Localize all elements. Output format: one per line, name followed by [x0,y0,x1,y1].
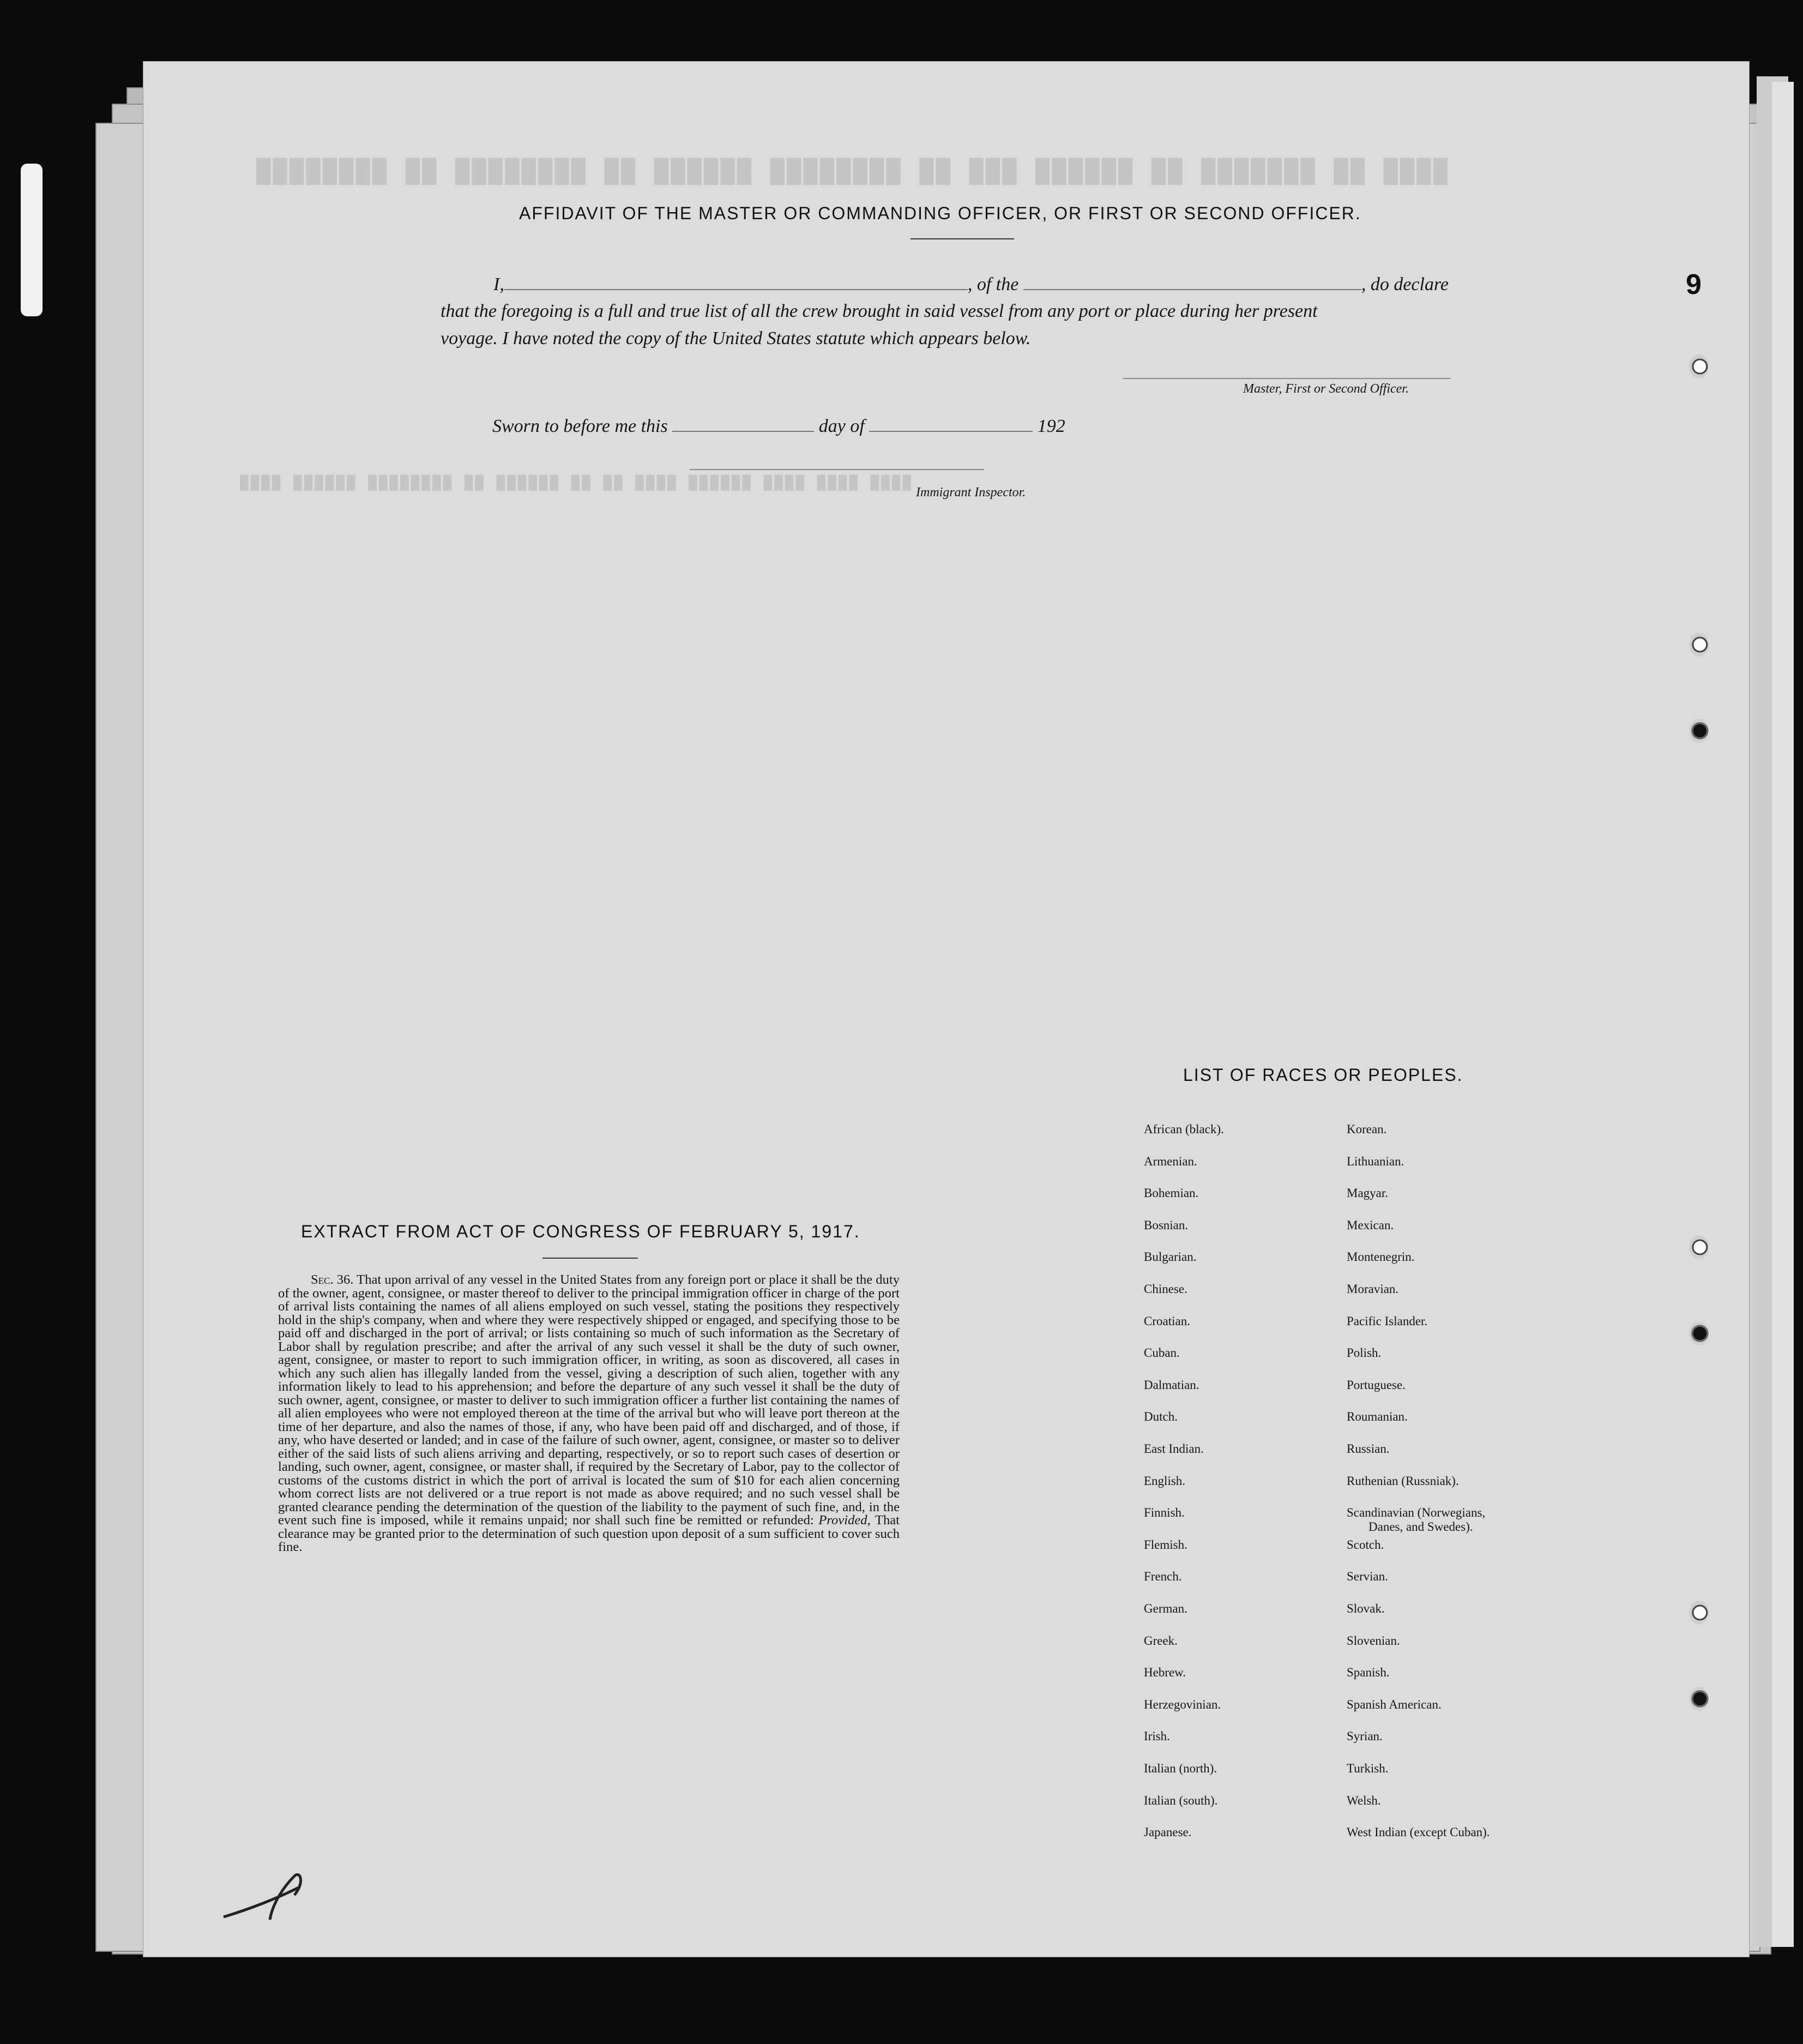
right-race-item: Slovak. [1347,1602,1385,1615]
left-race-item: Hebrew. [1144,1666,1186,1680]
month-blank[interactable] [869,416,1033,432]
punch-hole [1689,1321,1709,1345]
affidavit-i-label: I, [493,274,504,294]
left-race-item: Flemish. [1144,1537,1187,1552]
left-race-item: Bosnian. [1144,1218,1189,1232]
right-race-item: Polish. [1347,1346,1382,1360]
races-title: LIST OF RACES OR PEOPLES. [1183,1065,1463,1085]
master-signature-line[interactable] [1123,378,1450,379]
sworn-line [492,416,1065,437]
right-race-item: Spanish American. [1347,1697,1442,1711]
extract-title: EXTRACT FROM ACT OF CONGRESS OF FEBRUARY 5, 1917. [301,1222,860,1241]
page-number: 9 [1686,269,1702,300]
provided-label: Provided, [818,1513,871,1528]
year-label: 192 [1037,416,1065,436]
of-the-label: , of the [967,274,1019,294]
left-race-item: German. [1144,1602,1187,1615]
punch-hole [1689,1687,1709,1711]
left-race-item: Chinese. [1144,1282,1187,1296]
punch-hole [1689,719,1709,743]
left-race-item: East Indian. [1144,1442,1204,1456]
bleed-through-text: ████████ ██ ████████ ██ ██████ ████████ ██ ███ ██████ ██ ███████ ██ ████ [256,158,1450,185]
right-race-item: Portuguese. [1347,1378,1406,1392]
act-body: That upon arrival of any vessel in the United States from any foreign port or place it shall be the duty of the owner, agent, consignee, or master thereof to deliver to the principal immigration officer in charge of the port of arrival lists containing the names of all aliens employed on such vessel, stating the positions they respectively hold in the ship's company, when and where they were respectively shipped or engaged, and specifying those to be paid off and discharged in the port of arrival; or lists containing so much of such information as the Secretary of Labor shall by regulation prescribe; and after the arrival of any such vessel it shall be the duty of such owner, agent, consignee, or master to report to such immigration officer, in writing, as soon as discovered, all cases in which any such alien has illegally landed from the vessel, giving a description of such alien, together with any information likely to lead to his apprehension; and before the departure of any such vessel it shall be the duty of such owner, agent, consignee, or master to deliver to such immigration officer a further list containing the names of all alien employees who were not employed thereon at the time of the arrival but who will leave port thereon at the time of her departure, and also the names of those, if any, who have been paid off and discharged, and of those, if any, who have deserted or landed; and in case of the failure of such owner, agent, consignee, or master so to deliver either of the said lists of such aliens arriving and departing, respectively, or so to report such cases of desertion or landing, such owner, agent, consignee, or master shall, if required by the Secretary of Labor, pay to the collector of customs of the customs district in which the port of arrival is located the sum of $10 for each alien concerning whom correct lists are not delivered or a true report is not made as above required; and no such vessel shall be granted clearance pending the determination of the question of the liability to the payment of such fine, and, in the event such fine is imposed, while it remains unpaid; nor shall such fine be remitted or refunded: [278,1272,900,1528]
title-rule [910,238,1014,239]
left-race-item: Dalmatian. [1144,1378,1199,1392]
right-race-item: Montenegrin. [1347,1250,1415,1264]
paper-tab [21,164,43,316]
act-text [278,1273,900,1554]
day-blank[interactable] [672,416,814,432]
right-race-item: Servian. [1347,1570,1389,1584]
right-race-item: Ruthenian (Russniak). [1347,1474,1459,1488]
punch-hole [1689,633,1709,657]
right-race-item: Magyar. [1347,1186,1389,1200]
left-race-item: Armenian. [1144,1154,1197,1168]
punch-hole [1689,1601,1709,1625]
punch-hole [1689,354,1709,378]
handwritten-mark-icon [218,1865,327,1925]
affidavit-line-2: that the foregoing is a full and true list of all the crew brought in said vessel from any port or place during her present [441,301,1318,321]
inspector-signature-line[interactable] [690,469,984,470]
affidavit-title: AFFIDAVIT OF THE MASTER OR COMMANDING OFFICER, OR FIRST OR SECOND OFFICER. [519,203,1361,223]
left-race-item: Japanese. [1144,1825,1192,1839]
right-race-item: Spanish. [1347,1666,1390,1680]
left-race-item: Italian (south). [1144,1793,1218,1807]
right-race-item: Scandinavian (Norwegians, [1347,1506,1486,1520]
right-race-item: Pacific Islander. [1347,1314,1428,1328]
left-race-item: Croatian. [1144,1314,1190,1328]
right-race-item: Welsh. [1347,1793,1381,1807]
affidavit-line-1 [493,274,1449,295]
section-label: Sec. 36. [311,1272,354,1287]
left-race-item: Bohemian. [1144,1186,1199,1200]
day-of-label: day of [818,416,865,436]
right-race-item: Slovenian. [1347,1633,1400,1648]
extract-rule [542,1258,638,1259]
master-label: Master, First or Second Officer. [1243,382,1409,396]
left-race-item: African (black). [1144,1122,1224,1136]
page-edge [1772,82,1794,1947]
left-race-item: Bulgarian. [1144,1250,1197,1264]
right-race-item: Turkish. [1347,1762,1389,1775]
left-race-item: Finnish. [1144,1506,1185,1520]
left-race-item: Greek. [1144,1633,1178,1648]
right-race-item: Korean. [1347,1122,1387,1136]
left-race-item: Irish. [1144,1729,1170,1744]
left-race-item: Dutch. [1144,1410,1178,1424]
right-race-item: Scotch. [1347,1537,1384,1552]
right-race-item: Syrian. [1347,1729,1383,1744]
affidavit-line-3: voyage. I have noted the copy of the United States statute which appears below. [441,328,1031,348]
left-race-item: English. [1144,1474,1186,1488]
left-race-item: Italian (north). [1144,1762,1217,1775]
declare-label: , do declare [1361,274,1449,294]
act-body-end: That clearance may be granted prior to the determination of such question upon deposit of a sum sufficient to cover such fine. [278,1513,900,1554]
inspector-label: Immigrant Inspector. [916,485,1026,500]
punch-hole [1689,1235,1709,1259]
left-race-item: French. [1144,1570,1182,1584]
scandinavian-continuation: Danes, and Swedes). [1368,1520,1473,1534]
bleed-through-text: ████ ██████ ████████ ██ ██████ ██ ██ ████ ██████ ████ ████ ████ [240,474,913,491]
right-race-item: Mexican. [1347,1218,1394,1232]
sworn-prefix: Sworn to before me this [492,416,668,436]
right-race-item: Russian. [1347,1442,1390,1456]
right-race-item: Lithuanian. [1347,1154,1404,1168]
left-race-item: Herzegovinian. [1144,1697,1221,1711]
right-race-item: West Indian (except Cuban). [1347,1825,1490,1839]
right-race-item: Moravian. [1347,1282,1399,1296]
left-race-item: Cuban. [1144,1346,1180,1360]
vessel-blank[interactable] [1023,274,1361,290]
right-race-item: Roumanian. [1347,1410,1408,1424]
name-blank[interactable] [504,274,968,290]
